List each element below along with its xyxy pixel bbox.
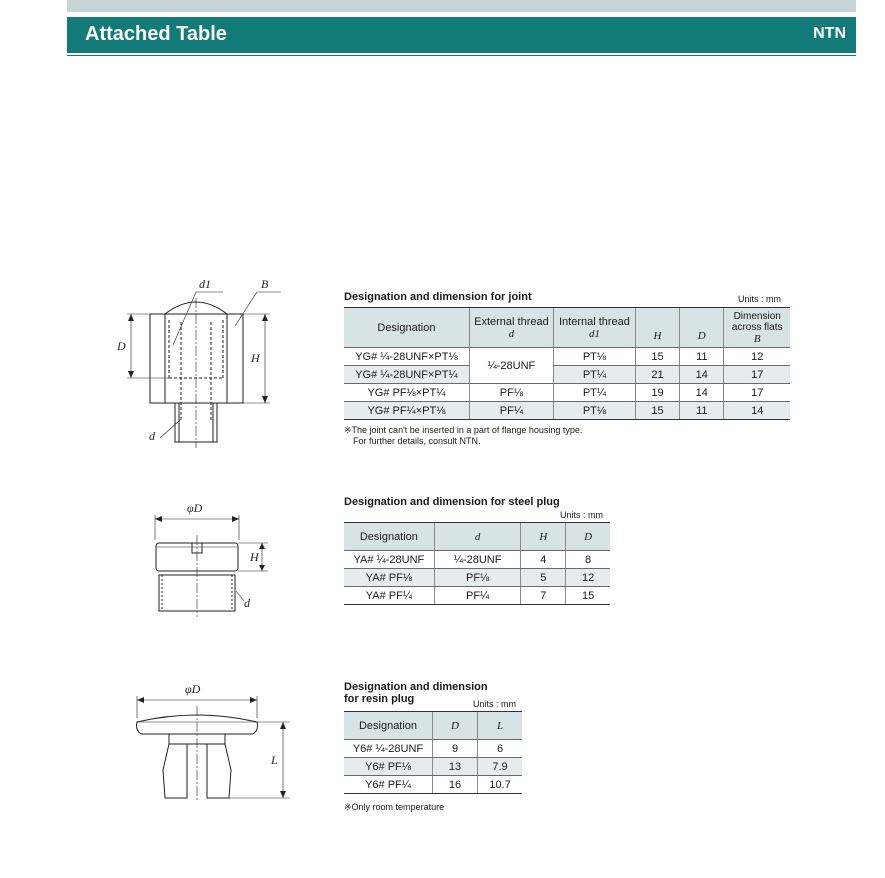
label-d1: d1 bbox=[199, 277, 211, 291]
table-row: YA# PF¼ PF¼ 7 15 bbox=[344, 587, 610, 605]
resin-plug-table bbox=[344, 711, 522, 794]
table-row: YG# PF¼×PT⅛ PF¼ PT⅛ 15 11 14 bbox=[344, 402, 790, 420]
col-b: Dimension across flats B bbox=[724, 308, 790, 348]
page-title: Attached Table bbox=[85, 23, 227, 45]
col-l: L bbox=[478, 712, 523, 740]
page-header bbox=[67, 17, 856, 53]
label-l: L bbox=[271, 753, 278, 767]
label-h: H bbox=[251, 351, 260, 365]
col-h: H bbox=[521, 523, 566, 551]
table-row: YA# PF⅛ PF⅛ 5 12 bbox=[344, 569, 610, 587]
joint-note: ※The joint can't be inserted in a part of flange housing type. For further details, consult NTN. bbox=[344, 425, 583, 446]
table-row: YG# ¼-28UNF×PT⅛ ¼-28UNF PT⅛ 15 11 12 bbox=[344, 348, 790, 366]
table-row: Y6# ¼-28UNF 9 6 bbox=[344, 740, 522, 758]
label-b: B bbox=[261, 277, 269, 291]
resin-plug-units: Units : mm bbox=[473, 699, 517, 709]
label-phi-d: φD bbox=[185, 682, 201, 696]
col-internal: Internal thread d1 bbox=[553, 308, 635, 348]
col-designation: Designation bbox=[344, 712, 433, 740]
brand-logo: NTN bbox=[813, 25, 846, 42]
top-strip bbox=[67, 0, 856, 12]
table-row: Y6# PF⅛ 13 7.9 bbox=[344, 758, 522, 776]
resin-plug-note: ※Only room temperature bbox=[344, 802, 445, 812]
col-d: d bbox=[434, 523, 521, 551]
label-h: H bbox=[250, 550, 259, 564]
steel-plug-units: Units : mm bbox=[560, 510, 604, 520]
steel-plug-table bbox=[344, 522, 610, 605]
table-row: YA# ¼-28UNF ¼-28UNF 4 8 bbox=[344, 551, 610, 569]
col-d: D bbox=[680, 308, 724, 348]
resin-plug-drawing bbox=[125, 678, 300, 803]
col-designation: Designation bbox=[344, 523, 434, 551]
steel-plug-title: Designation and dimension for steel plug bbox=[344, 496, 560, 508]
col-external: External thread d bbox=[469, 308, 553, 348]
col-h: H bbox=[635, 308, 679, 348]
label-phi-d: φD bbox=[187, 501, 203, 515]
resin-plug-title: Designation and dimension for resin plug bbox=[344, 681, 488, 705]
joint-table bbox=[344, 307, 790, 420]
table-row: YG# ¼-28UNF×PT¼ PT¼ 21 14 17 bbox=[344, 366, 790, 384]
label-d-upper: D bbox=[117, 339, 126, 353]
col-dd: D bbox=[566, 523, 610, 551]
table-row: Y6# PF¼ 16 10.7 bbox=[344, 776, 522, 794]
label-d-lower: d bbox=[149, 429, 155, 443]
col-designation: Designation bbox=[344, 308, 469, 348]
joint-drawing bbox=[105, 270, 295, 450]
joint-table-title: Designation and dimension for joint bbox=[344, 291, 532, 303]
steel-plug-drawing bbox=[140, 495, 270, 620]
label-d: d bbox=[244, 596, 250, 610]
joint-units: Units : mm bbox=[738, 294, 782, 304]
table-row: YG# PF⅛×PT¼ PF⅛ PT¼ 19 14 17 bbox=[344, 384, 790, 402]
col-d: D bbox=[433, 712, 478, 740]
header-rule bbox=[67, 55, 856, 56]
